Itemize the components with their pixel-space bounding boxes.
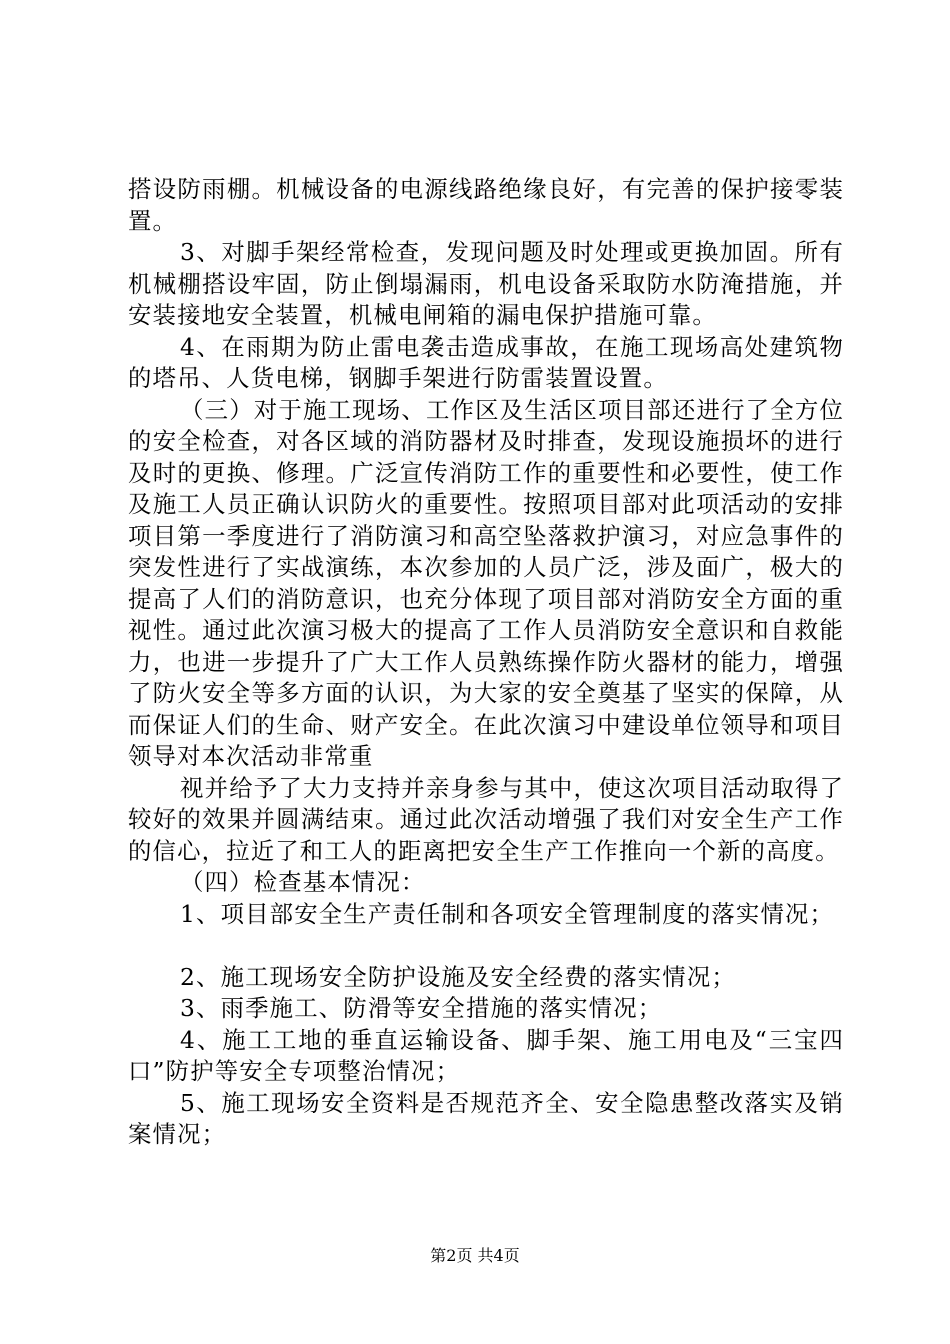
list-item: 4、施工工地的垂直运输设备、脚手架、施工用电及“三宝四口”防护等安全专项整治情况； <box>128 1025 844 1085</box>
paragraph: 4、在雨期为防止雷电袭击造成事故，在施工现场高处建筑物的塔吊、人货电梯，钢脚手架进行防雷装置设置。 <box>128 332 844 392</box>
document-body <box>128 174 844 1151</box>
list-item: 5、施工现场安全资料是否规范齐全、安全隐患整改落实及销案情况； <box>128 1088 844 1148</box>
paragraph: 搭设防雨棚。机械设备的电源线路绝缘良好，有完善的保护接零装置。 <box>128 175 844 235</box>
list-item: 1、项目部安全生产责任制和各项安全管理制度的落实情况； <box>180 899 835 928</box>
page-footer: 第2页 共4页 <box>430 1246 520 1265</box>
paragraph: 3、对脚手架经常检查，发现问题及时处理或更换加固。所有机械棚搭设牢固，防止倒塌漏雨，机电设备采取防水防淹措施，并安装接地安全装置，机械电闸箱的漏电保护措施可靠。 <box>128 238 844 329</box>
blank-line <box>128 930 844 962</box>
list-item: 3、雨季施工、防滑等安全措施的落实情况； <box>180 994 663 1022</box>
paragraph: 视并给予了大力支持并亲身参与其中，使这次项目活动取得了较好的效果并圆满结束。通过此次活动增强了我们对安全生产工作的信心，拉近了和工人的距离把安全生产工作推向一个新的高度。 <box>128 773 844 865</box>
list-item: 2、施工现场安全防护设施及安全经费的落实情况； <box>180 962 736 991</box>
section-heading: （四）检查基本情况： <box>180 868 426 896</box>
section-paragraph: （三）对于施工现场、工作区及生活区项目部还进行了全方位的安全检查，对各区域的消防器材及时排查，发现设施损坏的进行及时的更换、修理。广泛宣传消防工作的重要性和必要性，使工作及施工人员正确认识防火的重要性。按照项目部对此项活动的安排项目第一季度进行了消防演习和高空坠落救护演习，对应急事件的突发性进行了实战演练，本次参加的人员广泛，涉及面广，极大的提高了人们的消防意识，也充分体现了项目部对消防安全方面的重视性。通过此次演习极大的提高了工作人员消防安全意识和自救能力，也进一步提升了广大工作人员熟练操作防火器材的能力，增强了防火安全等多方面的认识，为大家的安全奠基了坚实的保障，从而保证人们的生命、财产安全。在此次演习中建设单位领导和项目领导对本次活动非常重 <box>128 395 844 770</box>
